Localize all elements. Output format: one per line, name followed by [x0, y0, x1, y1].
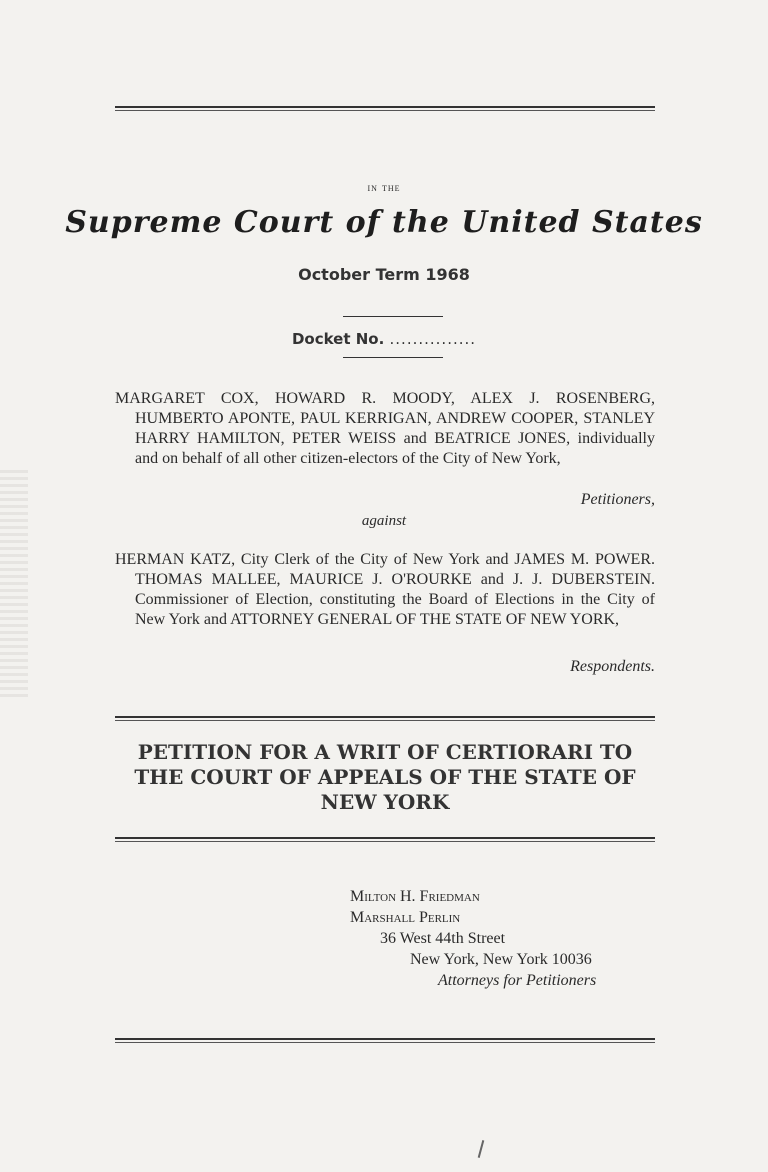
attorney-address-line-1: 36 West 44th Street	[380, 930, 506, 947]
in-the-label: in the	[367, 180, 401, 194]
attorneys-block	[350, 886, 596, 991]
respondents-block: HERMAN KATZ, City Clerk of the City of New York and JAMES M. POWER. THOMAS MALLEE, MAURICE J. O'ROURKE and J. J. DUBERSTEIN. Commissioner of Election, constituting the Board of Elections in the City of New York and ATTORNEY GENERAL OF THE STATE OF NEW YORK,	[115, 551, 655, 628]
docket-line	[0, 330, 768, 348]
scan-pen-mark	[478, 1140, 485, 1158]
docket-number-blank: ...............	[389, 330, 477, 348]
docket-label: Docket No.	[291, 330, 385, 348]
docket-rule-top	[343, 316, 443, 317]
top-double-rule	[115, 106, 655, 111]
attorney-address-line-2: New York, New York 10036	[410, 951, 592, 968]
term-label: October Term 1968	[298, 265, 470, 284]
middle-double-rule	[115, 716, 655, 721]
court-title: Supreme Court of the United States	[65, 205, 703, 240]
scan-edge-artifact	[0, 470, 28, 700]
petitioners-block: MARGARET COX, HOWARD R. MOODY, ALEX J. ROSENBERG, HUMBERTO APONTE, PAUL KERRIGAN, ANDREW COOPER, STANLEY HARRY HAMILTON, PETER WEISS and BEATRICE JONES, individually and on behalf of all other citizen-electors of the City of New York,	[115, 390, 655, 467]
respondents-role: Respondents.	[570, 658, 655, 675]
lower-double-rule	[115, 837, 655, 842]
attorneys-role: Attorneys for Petitioners	[438, 972, 597, 989]
attorney-name-1: Milton H. Friedman	[350, 888, 480, 905]
petitioners-role: Petitioners,	[580, 491, 655, 508]
bottom-double-rule	[115, 1038, 655, 1043]
petition-title: PETITION FOR A WRIT OF CERTIORARI TO THE COURT OF APPEALS OF THE STATE OF NEW YORK	[134, 740, 636, 814]
attorney-name-2: Marshall Perlin	[350, 909, 461, 926]
against-label: against	[361, 513, 407, 529]
docket-rule-bottom	[343, 357, 443, 358]
